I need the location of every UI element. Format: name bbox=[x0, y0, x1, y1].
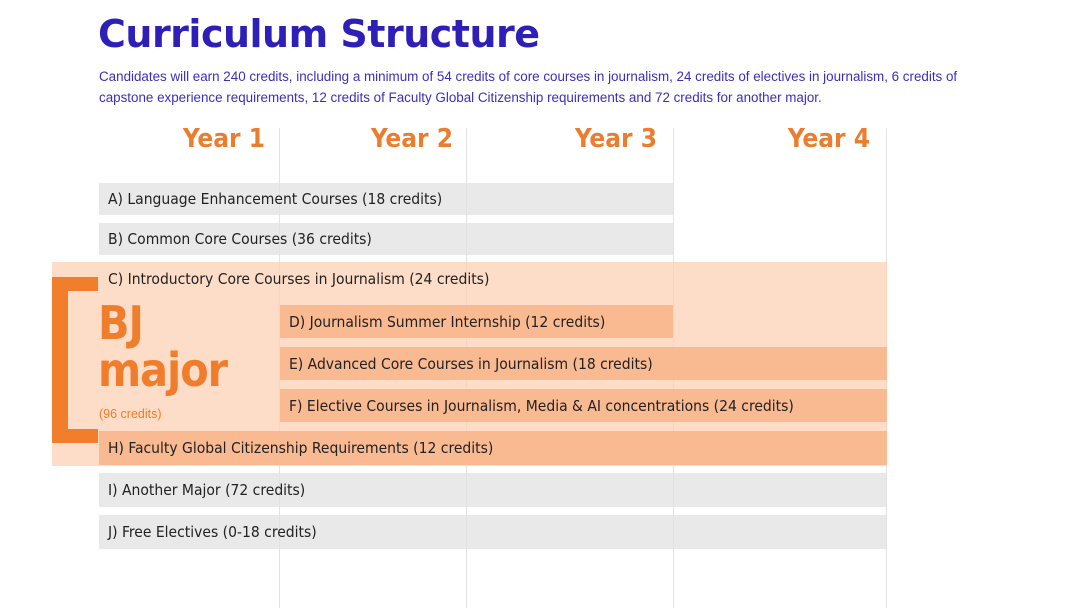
page-description: Candidates will earn 240 credits, including a minimum of 54 credits of core courses in journalism, 24 credits of electives in journalism, 6 credits of capstone experience requirements, 12 credits of Faculty Global Citizenship requirements and 72 credits for another major. bbox=[99, 69, 958, 105]
major-label-line2: major bbox=[98, 343, 228, 397]
major-bracket-top bbox=[52, 277, 98, 291]
major-bracket-bottom bbox=[52, 429, 98, 443]
course-bar-a: A) Language Enhancement Courses (18 credits) bbox=[99, 183, 673, 215]
course-bar-i: I) Another Major (72 credits) bbox=[99, 473, 887, 507]
major-credits: (96 credits) bbox=[99, 407, 162, 421]
course-bar-b: B) Common Core Courses (36 credits) bbox=[99, 223, 673, 255]
course-bar-h: H) Faculty Global Citizenship Requirements (12 credits) bbox=[99, 431, 887, 465]
year-4-header: Year 4 bbox=[787, 124, 870, 154]
course-bar-c: C) Introductory Core Courses in Journalism (24 credits) bbox=[108, 270, 490, 288]
course-bar-f: F) Elective Courses in Journalism, Media & AI concentrations (24 credits) bbox=[280, 389, 887, 422]
course-bar-d: D) Journalism Summer Internship (12 credits) bbox=[280, 305, 673, 338]
year-3-header: Year 3 bbox=[574, 124, 657, 154]
page-title: Curriculum Structure bbox=[98, 12, 540, 56]
major-label bbox=[98, 296, 228, 397]
year-2-header: Year 2 bbox=[370, 124, 453, 154]
course-bar-j: J) Free Electives (0-18 credits) bbox=[99, 515, 887, 549]
major-bracket bbox=[52, 277, 68, 443]
course-bar-e: E) Advanced Core Courses in Journalism (18 credits) bbox=[280, 347, 887, 380]
major-label-line1: BJ bbox=[98, 296, 143, 350]
year-1-header: Year 1 bbox=[182, 124, 265, 154]
